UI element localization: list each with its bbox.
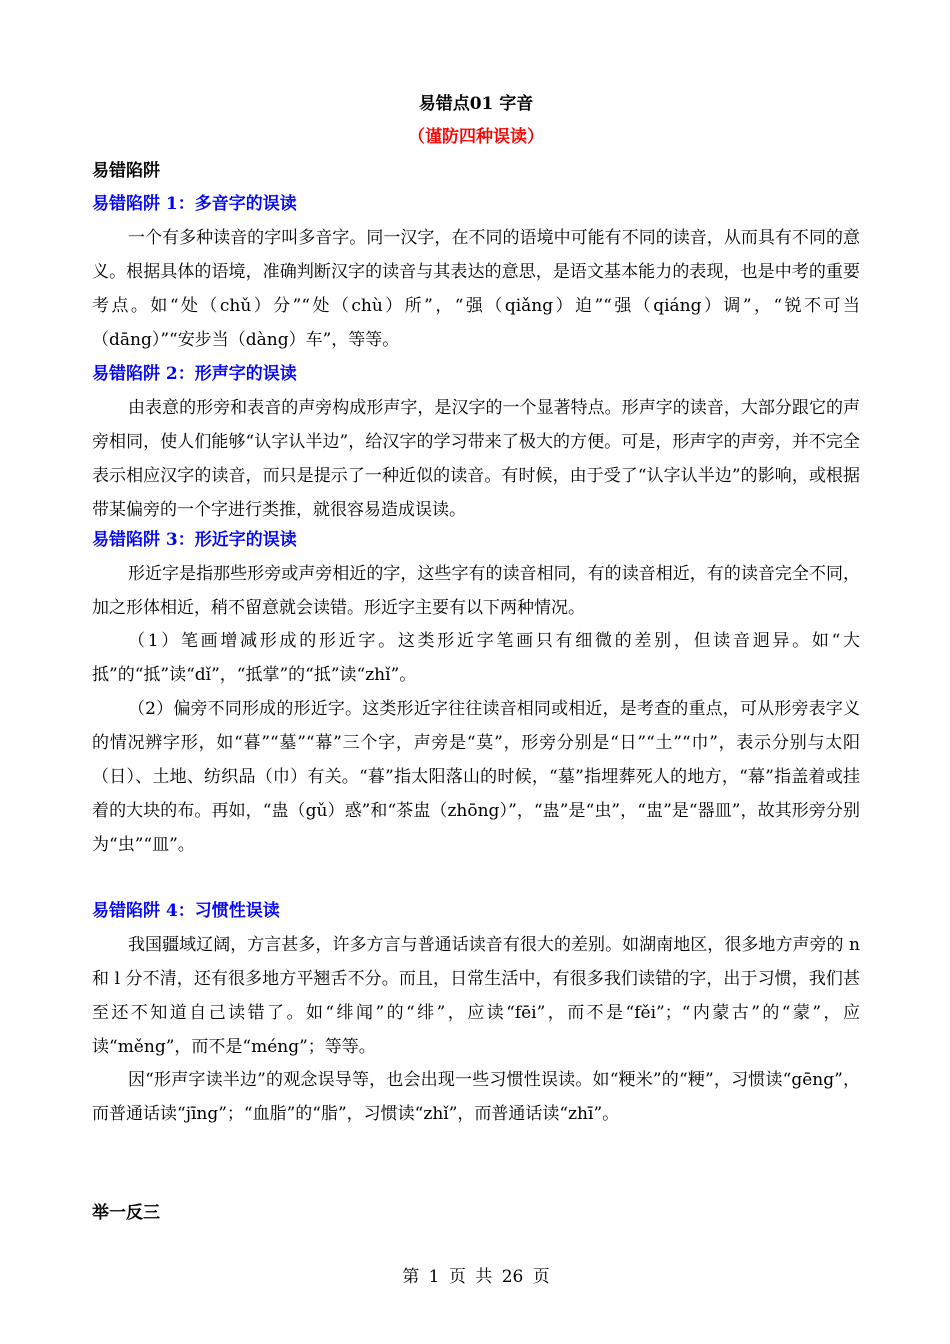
section-heading-examples: 举一反三 (92, 1203, 160, 1223)
section-heading-traps: 易错陷阱 (92, 161, 160, 181)
page-footer: 第 1 页 共 26 页 (402, 1267, 550, 1287)
document-page (92, 0, 860, 1344)
trap-3-paragraph-1: （1）笔画增减形成的形近字。这类形近字笔画只有细微的差别，但读音迥异。如“大抵”的“抵”读“dǐ”，“抵掌”的“抵”读“zhǐ”。 (92, 631, 860, 685)
trap-4-paragraph-1: 我国疆域辽阔，方言甚多，许多方言与普通话读音有很大的差别。如湖南地区，很多地方声旁的 n 和 l 分不清，还有很多地方平翘舌不分。而且，日常生活中，有很多我们读错的字，出于习惯，我们甚至还不知道自己读错了。如“绯闻”的“绯”，应读“fēi”，而不是“fěi”；“内蒙古”的“蒙”，应读“měng”，而不是“méng”；等等。 (92, 935, 860, 1057)
trap-1-paragraph: 一个有多种读音的字叫多音字。同一汉字，在不同的语境中可能有不同的读音，从而具有不同的意义。根据具体的语境，准确判断汉字的读音与其表达的意思，是语文基本能力的表现，也是中考的重要考点。如“处（chǔ）分”“处（chù）所”，“强（qiǎng）迫”“强（qiáng）调”，“锐不可当（dāng）”“安步当（dàng）车”，等等。 (92, 228, 860, 350)
page-title: 易错点01 字音 (418, 94, 534, 114)
trap-4-paragraph-2: 因“形声字读半边”的观念误导等，也会出现一些习惯性误读。如“粳米”的“粳”，习惯读“gēng”，而普通话读“jīng”；“血脂”的“脂”，习惯读“zhǐ”，而普通话读“zhī”。 (92, 1070, 860, 1124)
page-subtitle: （谨防四种误读） (408, 127, 544, 147)
trap-3-heading: 易错陷阱 3：形近字的误读 (92, 530, 297, 550)
trap-3-paragraph-intro: 形近字是指那些形旁或声旁相近的字，这些字有的读音相同，有的读音相近，有的读音完全不同，加之形体相近，稍不留意就会读错。形近字主要有以下两种情况。 (92, 564, 860, 618)
trap-4-heading: 易错陷阱 4：习惯性误读 (92, 901, 280, 921)
trap-2-heading: 易错陷阱 2：形声字的误读 (92, 364, 297, 384)
trap-3-paragraph-2: （2）偏旁不同形成的形近字。这类形近字往往读音相同或相近，是考查的重点，可从形旁表字义的情况辨字形，如“暮”“墓”“幕”三个字，声旁是“莫”，形旁分别是“日”“土”“巾”，表示分别与太阳（日）、土地、纺织品（巾）有关。“暮”指太阳落山的时候，“墓”指埋葬死人的地方，“幕”指盖着或挂着的大块的布。再如，“蛊（gǔ）惑”和“茶盅（zhōng）”，“蛊”是“虫”，“盅”是“器皿”，故其形旁分别为“虫”“皿”。 (92, 699, 860, 855)
trap-1-heading: 易错陷阱 1：多音字的误读 (92, 194, 297, 214)
trap-2-paragraph: 由表意的形旁和表音的声旁构成形声字，是汉字的一个显著特点。形声字的读音，大部分跟它的声旁相同，使人们能够“认字认半边”，给汉字的学习带来了极大的方便。可是，形声字的声旁，并不完全表示相应汉字的读音，而只是提示了一种近似的读音。有时候，由于受了“认字认半边”的影响，或根据带某偏旁的一个字进行类推，就很容易造成误读。 (92, 398, 860, 520)
